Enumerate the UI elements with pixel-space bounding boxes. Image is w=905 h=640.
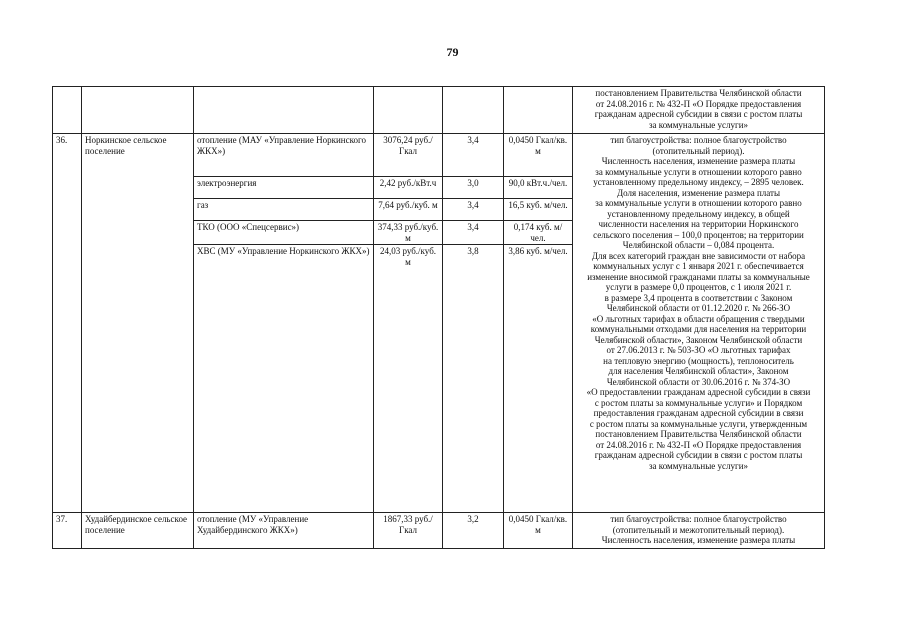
index-cell: 3,4 bbox=[443, 134, 504, 177]
service-cell: ТКО (ООО «Спецсервис») bbox=[194, 221, 374, 245]
norm-cell: 90,0 кВт.ч./чел. bbox=[504, 177, 573, 199]
table-row-36 bbox=[53, 134, 825, 177]
row-number: 37. bbox=[53, 513, 82, 549]
continuation-notes: постановлением Правительства Челябинской области от 24.08.2016 г. № 432-П «О Порядке предоставления гражданам адресной субсидии в связи с ростом платы за коммунальные услуги» bbox=[573, 87, 825, 134]
tariff-cell: 1867,33 руб./Гкал bbox=[374, 513, 443, 549]
service-cell: отопление (МАУ «Управление Норкинского ЖКХ») bbox=[194, 134, 374, 177]
index-cell: 3,0 bbox=[443, 177, 504, 199]
page-number: 79 bbox=[446, 45, 459, 59]
index-cell: 3,4 bbox=[443, 199, 504, 221]
service-cell: ХВС (МУ «Управление Норкинского ЖКХ») bbox=[194, 245, 374, 513]
tariff-table bbox=[52, 86, 825, 549]
norm-cell: 0,0450 Гкал/кв. м bbox=[504, 513, 573, 549]
tariff-cell: 2,42 руб./кВт.ч bbox=[374, 177, 443, 199]
tariff-cell: 3076,24 руб./Гкал bbox=[374, 134, 443, 177]
row-number: 36. bbox=[53, 134, 82, 513]
index-cell: 3,8 bbox=[443, 245, 504, 513]
tariff-cell: 24,03 руб./куб. м bbox=[374, 245, 443, 513]
service-cell: отопление (МУ «Управление Худайбердинского ЖКХ») bbox=[194, 513, 374, 549]
table-row-37 bbox=[53, 513, 825, 549]
service-cell: электроэнергия bbox=[194, 177, 374, 199]
row-37-notes: тип благоустройства: полное благоустройство (отопительный и межотопительный период). Численность населения, изменение размера платы bbox=[573, 513, 825, 549]
norm-cell: 16,5 куб. м/чел. bbox=[504, 199, 573, 221]
row-36-notes: тип благоустройства: полное благоустройство (отопительный период). Численность населения, изменение размера платы за коммунальные услуги в отношении которого равно установленному предельному индексу, – 2895 человек. Доля населения, изменение размера платы за коммунальные услуги в отношении которого равно установленному предельному индексу, в общей численности населения на территории Норкинского сельского поселения – 100,0 процентов; на территории Челябинской области – 0,084 процента. Для всех категорий граждан вне зависимости от набора коммунальных услуг с 1 января 2021 г. обеспечивается изменение вносимой гражданами платы за коммунальные услуги в размере 0,0 процентов, с 1 июля 2021 г. в размере 3,4 процента в соответствии с Законом Челябинской области от 01.12.2020 г. № 266-ЗО «О льготных тарифах в области обращения с твердыми коммунальными отходами для населения на территории Челябинской области», Законом Челябинской области от 27.06.2013 г. № 503-ЗО «О льготных тарифах на тепловую энергию (мощность), теплоноситель для населения Челябинской области», Законом Челябинской области от 30.06.2016 г. № 374-ЗО «О предоставлении гражданам адресной субсидии в связи с ростом платы за коммунальные услуги» и Порядком предоставления гражданам адресной субсидии в связи с ростом платы за коммунальные услуги, утвержденным постановлением Правительства Челябинской области от 24.08.2016 г. № 432-П «О Порядке предоставления гражданам адресной субсидии в связи с ростом платы за коммунальные услуги» bbox=[573, 134, 825, 513]
settlement-name: Худайбердинское сельское поселение bbox=[82, 513, 194, 549]
settlement-name: Норкинское сельское поселение bbox=[82, 134, 194, 513]
norm-cell: 3,86 куб. м/чел. bbox=[504, 245, 573, 513]
norm-cell: 0,174 куб. м/чел. bbox=[504, 221, 573, 245]
continuation-row bbox=[53, 87, 825, 134]
norm-cell: 0,0450 Гкал/кв. м bbox=[504, 134, 573, 177]
service-cell: газ bbox=[194, 199, 374, 221]
tariff-cell: 374,33 руб./куб. м bbox=[374, 221, 443, 245]
index-cell: 3,4 bbox=[443, 221, 504, 245]
tariff-cell: 7,64 руб./куб. м bbox=[374, 199, 443, 221]
index-cell: 3,2 bbox=[443, 513, 504, 549]
